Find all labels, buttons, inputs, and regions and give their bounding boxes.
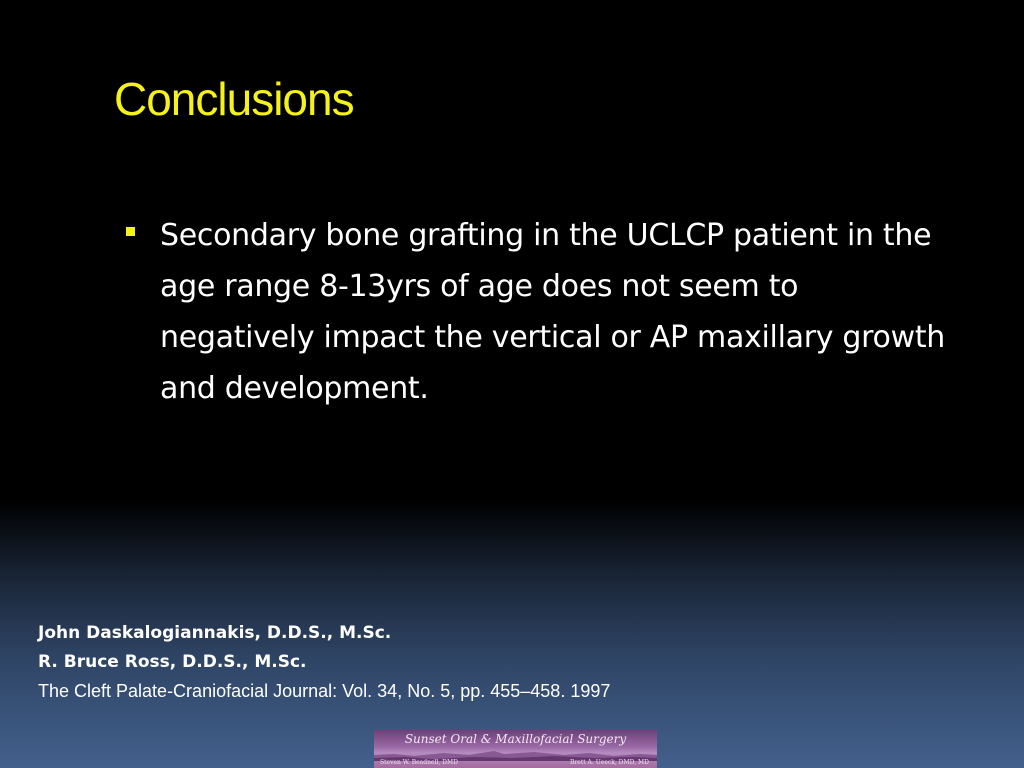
citation-author: R. Bruce Ross, D.D.S., M.Sc. [38,652,307,672]
citation [38,619,610,706]
logo-title: Sunset Oral & Maxillofacial Surgery [404,732,627,746]
logo-names [374,758,657,767]
logo-name-right: Brett A. Ueeck, DMD, MD [570,759,649,766]
citation-journal: The Cleft Palate-Craniofacial Journal: Vol. 34, No. 5, pp. 455–458. 1997 [38,681,611,701]
citation-author: John Daskalogiannakis, D.D.S., M.Sc. [38,623,392,643]
practice-logo [374,730,657,768]
logo-name-left: Steven W. Beadnell, DMD [380,759,458,766]
bullet-list [124,210,954,414]
slide-title: Conclusions [114,73,354,125]
bullet-text: Secondary bone grafting in the UCLCP patient in the age range 8-13yrs of age does not seem to negatively impact the vertical or AP maxillary growth and development. [160,218,946,406]
square-bullet-icon [126,227,135,236]
bullet-item [124,210,954,414]
